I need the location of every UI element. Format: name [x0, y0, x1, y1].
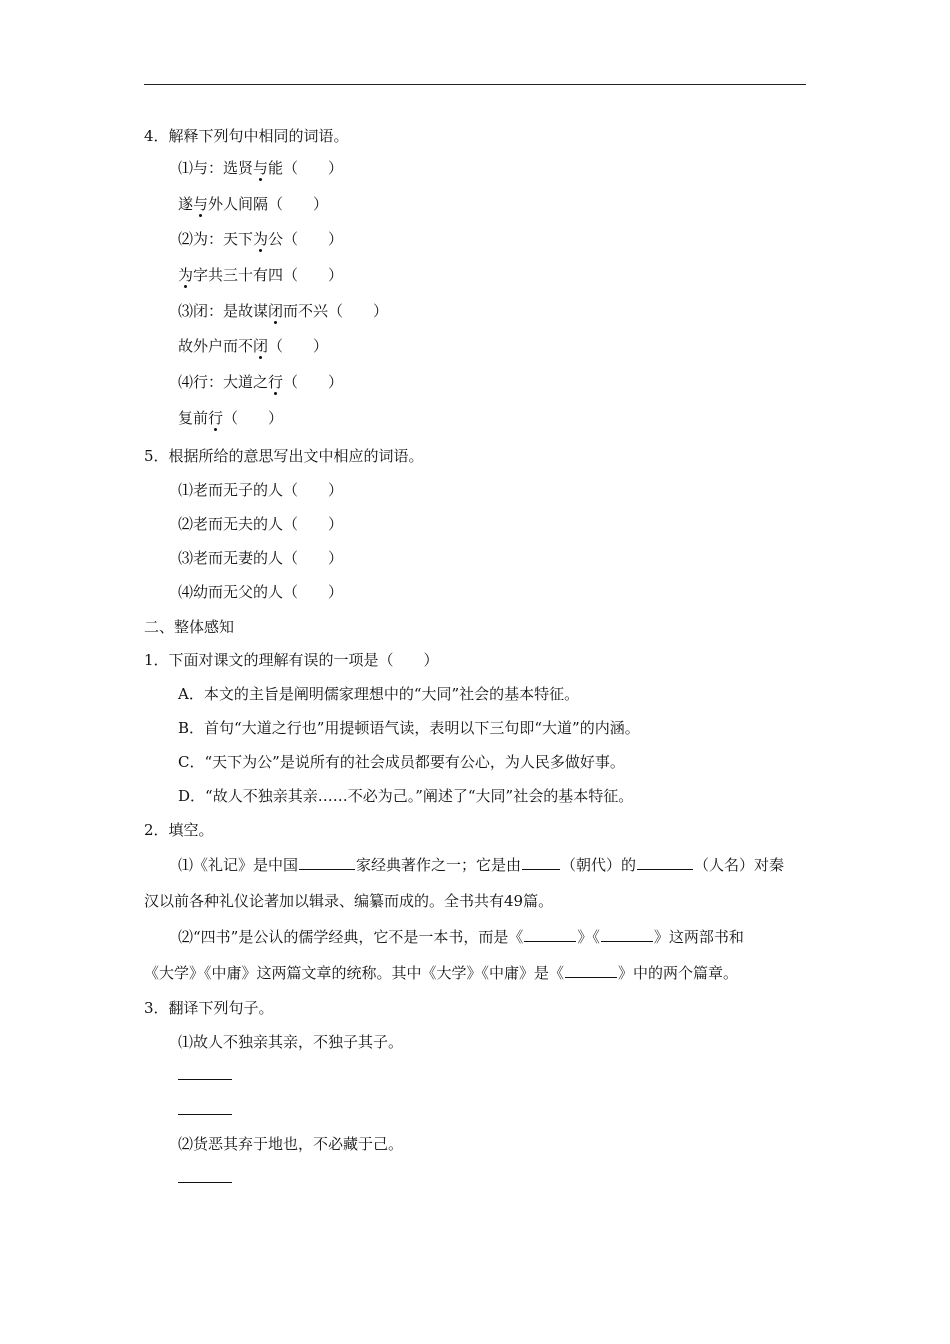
emphasized-char: 闭	[268, 302, 284, 320]
fill-blank[interactable]	[522, 855, 560, 870]
q4-title: 4．解释下列句中相同的词语。	[144, 127, 349, 145]
fill-line: 汉以前各种礼仪论著加以辑录、编纂而成的。全书共有49篇。	[144, 892, 554, 910]
s2-q1-title: 1．下面对课文的理解有误的一项是（ ）	[144, 651, 439, 669]
option-c: C．“天下为公”是说所有的社会成员都要有公心，为人民多做好事。	[178, 753, 625, 771]
translate-sentence: ⑴故人不独亲其亲，不独子其子。	[178, 1033, 404, 1051]
fill-blank[interactable]	[299, 855, 355, 870]
section-title: 二、整体感知	[144, 618, 235, 636]
emphasized-char: 与	[193, 195, 209, 213]
fill-blank[interactable]	[565, 963, 617, 978]
q4-item: 故外户而不闭（ ）	[178, 337, 329, 355]
fill-line: ⑵“四书”是公认的儒学经典，它不是一本书，而是《 》《 》这两部书和	[178, 928, 744, 946]
emphasized-char: 闭	[253, 337, 269, 355]
answer-line[interactable]	[178, 1114, 232, 1115]
answer-line[interactable]	[178, 1182, 232, 1183]
option-a: A．本文的主旨是阐明儒家理想中的“大同”社会的基本特征。	[178, 685, 580, 703]
emphasized-char: 为	[178, 266, 194, 284]
q4-item: ⑶闭：是故谋闭而不兴（ ）	[178, 302, 389, 320]
q4-item: ⑵为：天下为公（ ）	[178, 230, 344, 248]
q5-item: ⑴老而无子的人（ ）	[178, 481, 344, 499]
s2-q3-title: 3．翻译下列句子。	[144, 999, 274, 1017]
q4-item: 复前行（ ）	[178, 409, 284, 427]
q5-item: ⑶老而无妻的人（ ）	[178, 549, 344, 567]
emphasized-char: 行	[268, 373, 284, 391]
option-b: B．首句“大道之行也”用提顿语气读，表明以下三句即“大道”的内涵。	[178, 719, 640, 737]
emphasized-char: 行	[208, 409, 224, 427]
q4-item: 遂与外人间隔（ ）	[178, 195, 329, 213]
emphasized-char: 与	[253, 159, 269, 177]
fill-blank[interactable]	[524, 927, 576, 942]
q5-item: ⑵老而无夫的人（ ）	[178, 515, 344, 533]
option-d: D．“故人不独亲其亲……不必为己。”阐述了“大同”社会的基本特征。	[178, 787, 634, 805]
translate-sentence: ⑵货恶其弃于地也，不必藏于己。	[178, 1135, 404, 1153]
fill-blank[interactable]	[637, 855, 693, 870]
fill-line: 《大学》《中庸》这两篇文章的统称。其中《大学》《中庸》是《 》中的两个篇章。	[144, 964, 739, 982]
q5-title: 5．根据所给的意思写出文中相应的词语。	[144, 447, 424, 465]
emphasized-char: 为	[253, 230, 269, 248]
answer-line[interactable]	[178, 1079, 232, 1080]
q4-item: 为字共三十有四（ ）	[178, 266, 344, 284]
fill-blank[interactable]	[601, 927, 653, 942]
fill-line: ⑴《礼记》是中国 家经典著作之一；它是由 （朝代）的 （人名）对秦	[178, 856, 785, 874]
s2-q2-title: 2．填空。	[144, 821, 214, 839]
q4-item: ⑴与：选贤与能（ ）	[178, 159, 344, 177]
header-rule	[144, 84, 806, 85]
q4-item: ⑷行：大道之行（ ）	[178, 373, 344, 391]
q5-item: ⑷幼而无父的人（ ）	[178, 583, 344, 601]
